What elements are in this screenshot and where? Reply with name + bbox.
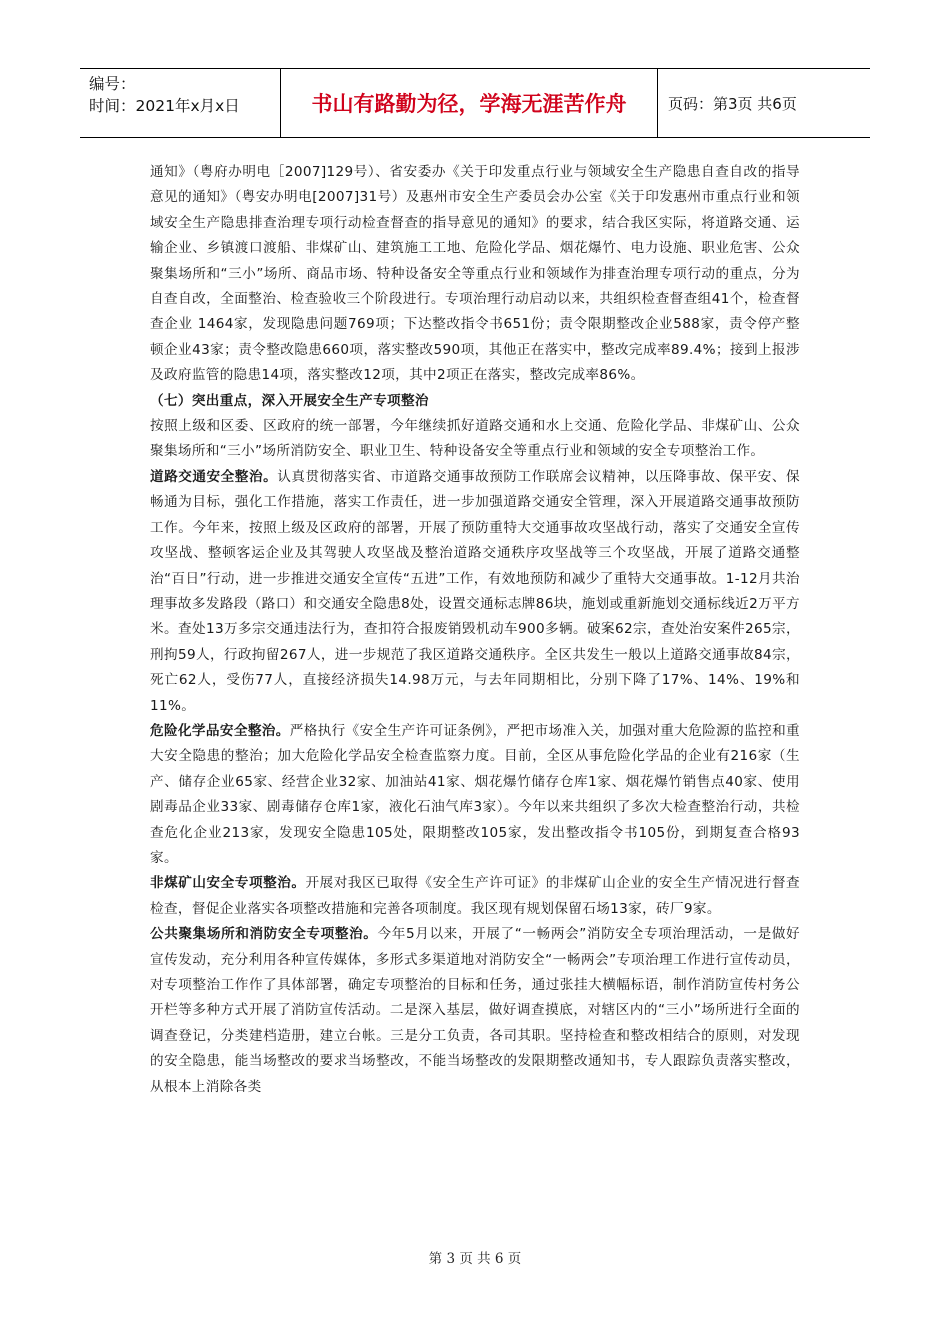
road-traffic-title: 道路交通安全整治。 [150, 468, 278, 485]
paragraph-intro: 通知》（粤府办明电［2007]129号）、省安委办《关于印发重点行业与领域安全生产隐患自查自改的指导意见的通知》（粤安办明电[2007]31号）及惠州市安全生产委员会办公室《关于印发惠州市重点行业和领域安全生产隐患排查治理专项行动检查督查的指导意见的通知》的要求，结合我区实际，将道路交通、运输企业、乡镇渡口渡船、非煤矿山、建筑施工工地、危险化学品、烟花爆竹、电力设施、职业危害、公众聚集场所和“三小”场所、商品市场、特种设备安全等重点行业和领域作为排查治理专项行动的重点，分为自查自改，全面整治、检查验收三个阶段进行。专项治理行动启动以来，共组织检查督查组41个，检查督查企业 1464家，发现隐患问题769项；下达整改指令书651份；责令限期整改企业588家，责令停产整顿企业43家；责令整改隐患660项，落实整改590项，其他正在落实中，整改完成率89.4%；接到上报涉及政府监管的隐患14项，落实整改12项，其中2项正在落实，整改完成率86%。 [150, 164, 800, 384]
header-motto: 书山有路勤为径，学海无涯苦作舟 [281, 69, 658, 137]
fire-safety-title: 公共聚集场所和消防安全专项整治。 [150, 926, 378, 943]
header-page-number: 页码：第3页 共6页 [668, 94, 797, 113]
paragraph-non-coal-mines: 非煤矿山安全专项整治。开展对我区已取得《安全生产许可证》的非煤矿山企业的安全生产情况进行督查检查，督促企业落实各项整改措施和完善各项制度。我区现有规划保留石场13家，砖厂9家。 [150, 875, 800, 917]
mines-title: 非煤矿山安全专项整治。 [150, 875, 306, 892]
paragraph-hazardous-chemicals: 危险化学品安全整治。严格执行《安全生产许可证条例》，严把市场准入关，加强对重大危险源的监控和重大安全隐患的整治；加大危险化学品安全检查监察力度。目前，全区从事危险化学品的企业有216家（生产、储存企业65家、经营企业32家、加油站41家、烟花爆竹储存仓库1家、烟花爆竹销售点40家、使用剧毒品企业33家、剧毒储存仓库1家，液化石油气库3家）。今年以来共组织了多次大检查整治行动，共检查危化企业213家，发现安全隐患105处，限期整改105家，发出整改指令书105份，到期复查合格93家。 [150, 722, 800, 866]
page-header [80, 68, 870, 138]
header-meta [80, 69, 281, 137]
document-time: 时间：2021年x月x日 [89, 97, 240, 115]
document-number: 编号： [89, 75, 136, 93]
page-footer: 第 3 页 共 6 页 [428, 1251, 522, 1267]
paragraph-overview: 按照上级和区委、区政府的统一部署，今年继续抓好道路交通和水上交通、危险化学品、非煤矿山、公众聚集场所和“三小”场所消防安全、职业卫生、特种设备安全等重点行业和领域的安全专项整治工作。 [150, 418, 800, 460]
chemicals-title: 危险化学品安全整治。 [150, 722, 290, 739]
paragraph-road-traffic: 道路交通安全整治。认真贯彻落实省、市道路交通事故预防工作联席会议精神，以压降事故、保平安、保畅通为目标，强化工作措施，落实工作责任，进一步加强道路交通安全管理，深入开展道路交通事故预防工作。今年来，按照上级及区政府的部署，开展了预防重特大交通事故攻坚战行动，落实了交通安全宣传攻坚战、整顿客运企业及其驾驶人攻坚战及整治道路交通秩序攻坚战等三个攻坚战，开展了道路交通整治“百日”行动，进一步推进交通安全宣传“五进”工作，有效地预防和减少了重特大交通事故。1-12月共治理事故多发路段（路口）和交通安全隐患8处，设置交通标志牌86块，施划或重新施划交通标线近2万平方米。查处13万多宗交通违法行为，查扣符合报废销毁机动车900多辆。破案62宗，查处治安案件265宗，刑拘59人，行政拘留267人，进一步规范了我区道路交通秩序。全区共发生一般以上道路交通事故84宗，死亡62人，受伤77人，直接经济损失14.98万元，与去年同期相比，分别下降了17%、14%、19%和11%。 [150, 468, 800, 714]
document-body [150, 160, 800, 1100]
section-heading-7: （七）突出重点，深入开展安全生产专项整治 [150, 392, 429, 409]
paragraph-fire-safety: 公共聚集场所和消防安全专项整治。今年5月以来，开展了“一畅两会”消防安全专项治理活动，一是做好宣传发动，充分利用各种宣传媒体，多形式多渠道地对消防安全“一畅两会”专项治理工作进行宣传动员，对专项整治工作作了具体部署，确定专项整治的目标和任务，通过张挂大横幅标语，制作消防宣传村务公开栏等多种方式开展了消防宣传活动。二是深入基层，做好调查摸底，对辖区内的“三小”场所进行全面的调查登记，分类建档造册，建立台帐。三是分工负责，各司其职。坚持检查和整改相结合的原则，对发现的安全隐患，能当场整改的要求当场整改，不能当场整改的发限期整改通知书，专人跟踪负责落实整改，从根本上消除各类 [150, 926, 800, 1095]
